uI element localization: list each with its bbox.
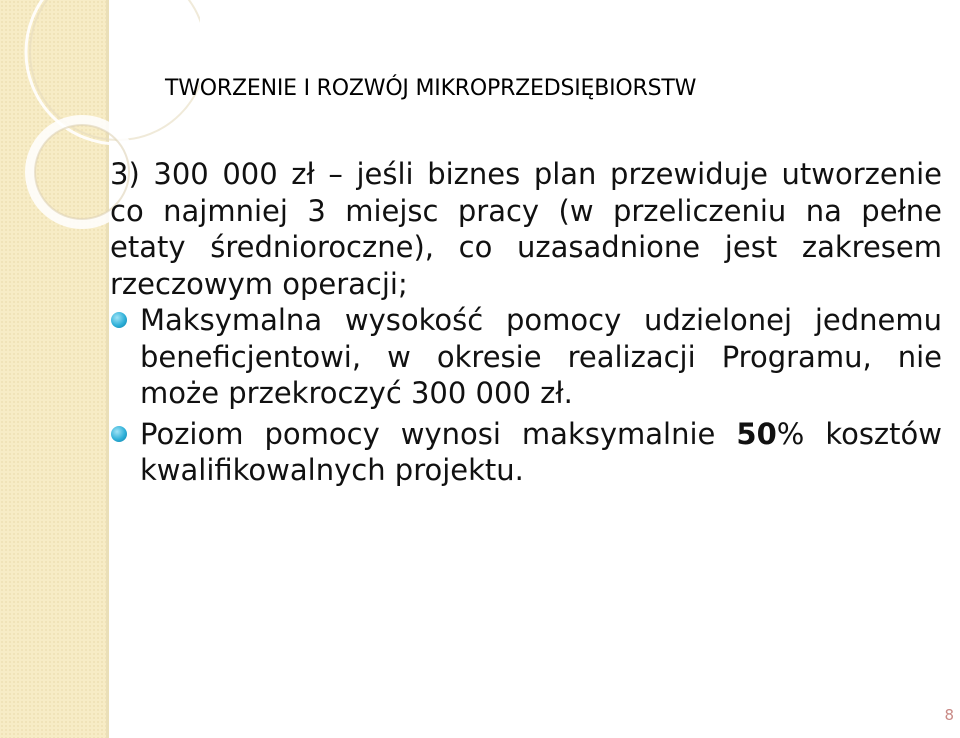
bullet-item-max-aid [108, 302, 942, 412]
item-number: 3) [110, 157, 140, 191]
page-number: 8 [944, 706, 954, 724]
item-3-text: 300 000 zł – jeśli biznes plan przewiduje utworzenie co najmniej 3 miejsc pracy (w przeliczeniu na pełne etaty średnioroczne), co uzasadnione jest zakresem rzeczowym operacji; [110, 157, 942, 301]
bullet-2-before: Poziom pomocy wynosi maksymalnie [140, 416, 737, 451]
bullet-icon [111, 312, 127, 328]
bullet-2-text [140, 416, 942, 489]
bullet-2-bold: 50 [736, 416, 777, 451]
numbered-item-3 [108, 156, 942, 302]
bullet-1-text: Maksymalna wysokość pomocy udzielonej jednemu beneficjentowi, w okresie realizacji Programu, nie może przekroczyć 300 000 zł. [140, 303, 942, 410]
slide-content [108, 156, 942, 489]
bullet-2-after: % kosztów kwalifikowalnych projektu. [140, 416, 942, 487]
slide-title: TWORZENIE I ROZWÓJ MIKROPRZEDSIĘBIORSTW [165, 76, 697, 101]
bullet-icon [111, 426, 127, 442]
bullet-item-aid-level [108, 416, 942, 489]
